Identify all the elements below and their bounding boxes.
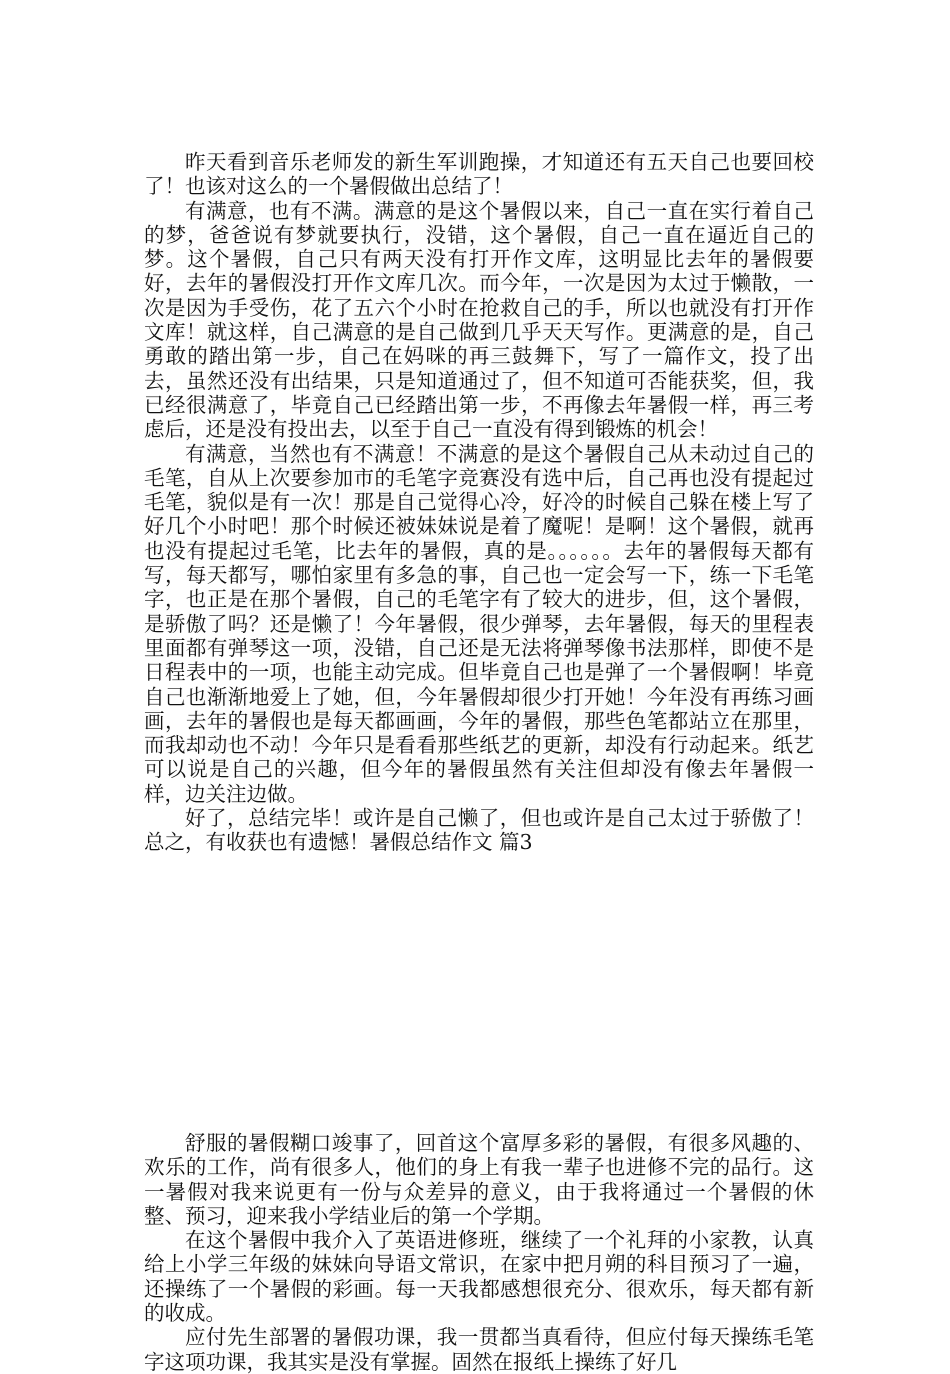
paragraph: 好了，总结完毕！或许是自己懒了，但也或许是自己太过于骄傲了！总之，有收获也有遗憾！暑假总结作文 篇3 <box>144 806 814 855</box>
essay-section-two <box>144 1131 814 1374</box>
paragraph: 应付先生部署的暑假功课，我一贯都当真看待，但应付每天操练毛笔字这项功课，我其实是没有掌握。固然在报纸上操练了好几 <box>144 1325 814 1374</box>
paragraph: 昨天看到音乐老师发的新生军训跑操，才知道还有五天自己也要回校了！也该对这么的一个暑假做出总结了！ <box>144 150 814 199</box>
paragraph: 在这个暑假中我介入了英语进修班，继续了一个礼拜的小家教，认真给上小学三年级的妹妹向导语文常识，在家中把月朔的科目预习了一遍，还操练了一个暑假的彩画。每一天我都感想很充分、很欢乐，每天都有新的收成。 <box>144 1228 814 1326</box>
essay-section-one <box>144 150 814 855</box>
paragraph: 有满意，当然也有不满意！不满意的是这个暑假自己从未动过自己的毛笔，自从上次要参加市的毛笔字竞赛没有选中后，自己再也没有提起过毛笔，貌似是有一次！那是自己觉得心冷，好冷的时候自己躲在楼上写了好几个小时吧！那个时候还被妹妹说是着了魔呢！是啊！这个暑假，就再也没有提起过毛笔，比去年的暑假，真的是。。。。。。去年的暑假每天都有写，每天都写，哪怕家里有多急的事，自己也一定会写一下，练一下毛笔字，也正是在那个暑假，自己的毛笔字有了较大的进步，但，这个暑假，是骄傲了吗？还是懒了！今年暑假，很少弹琴，去年暑假，每天的里程表里面都有弹琴这一项，没错，自己还是无法将弹琴像书法那样，即使不是日程表中的一项，也能主动完成。但毕竟自己也是弹了一个暑假啊！毕竟自己也渐渐地爱上了她，但，今年暑假却很少打开她！今年没有再练习画画，去年的暑假也是每天都画画，今年的暑假，那些色笔都站立在那里，而我却动也不动！今年只是看看那些纸艺的更新，却没有行动起来。纸艺可以说是自己的兴趣，但今年的暑假虽然有关注但却没有像去年暑假一样，边关注边做。 <box>144 441 814 806</box>
paragraph: 有满意，也有不满。满意的是这个暑假以来，自己一直在实行着自己的梦，爸爸说有梦就要执行，没错，这个暑假，自己一直在逼近自己的梦。这个暑假，自己只有两天没有打开作文库，这明显比去年的暑假要好，去年的暑假没打开作文库几次。而今年，一次是因为太过于懒散，一次是因为手受伤，花了五六个小时在抢救自己的手，所以也就没有打开作文库！就这样，自己满意的是自己做到几乎天天写作。更满意的是，自己勇敢的踏出第一步，自己在妈咪的再三鼓舞下，写了一篇作文，投了出去，虽然还没有出结果，只是知道通过了，但不知道可否能获奖，但，我已经很满意了，毕竟自己已经踏出第一步，不再像去年暑假一样，再三考虑后，还是没有投出去，以至于自己一直没有得到锻炼的机会！ <box>144 198 814 442</box>
paragraph: 舒服的暑假糊口竣事了，回首这个富厚多彩的暑假，有很多风趣的、欢乐的工作，尚有很多人，他们的身上有我一辈子也进修不完的品行。这一暑假对我来说更有一份与众差异的意义，由于我将通过一个暑假的休整、预习，迎来我小学结业后的第一个学期。 <box>144 1131 814 1228</box>
